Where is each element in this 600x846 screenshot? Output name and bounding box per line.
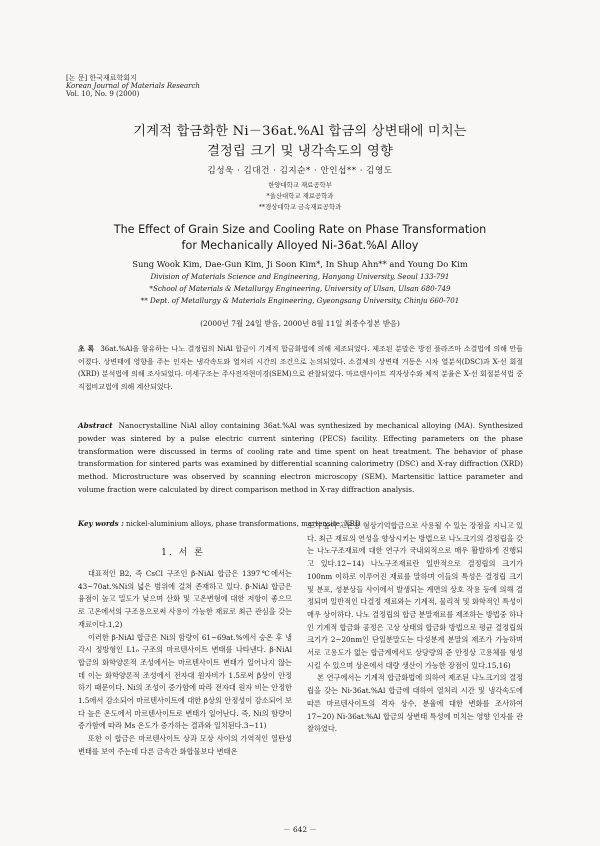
body-paragraph: 대표적인 B2, 즉 CsCl 구조인 β-NiAl 합금은 1397℃에서는 43~70at.%Ni의 넓은 범위에 걸쳐 존재하고 있다. β-NiAl 합금은 융점이 높고 밀도가 낮으며 산화 및 고온변형에 대한 저항이 좋으므로 고온에서의 구조용으로써 사용이 가능한 재료로 최근 관심을 갖는 재료이다.1,2) — [78, 569, 292, 629]
journal-name: Korean Journal of Materials Research — [66, 82, 200, 91]
left-column — [78, 568, 292, 759]
korean-abstract-text: 36at.%Al을 함유하는 나노 결정립의 NiAl 합금이 기계적 합금화법에 의해 제조되었다. 제조된 분말은 방전 플라즈마 소결법에 의해 만들어졌다. 상변태에 영향을 주는 인자는 냉각속도와 열처리 시간의 조건으로 논의되었다. 소결체의 상변태 거동은 시차 열분석(DSC)과 X-선 회절(XRD) 분석법에 의해 조사되었다. 미세구조는 주사전자현미경(SEM)으로 관찰되었다. 마르텐사이트 격자상수와 체적 분율은 X-선 회절분석법 중 직접비교법에 의해 계산되었다. — [78, 345, 523, 391]
korean-affiliation: **경상대학교 금속재료공학과 — [258, 203, 342, 211]
body-paragraph: 본 연구에서는 기계적 합금화법에 의하여 제조된 나노크기의 결정립을 갖는 Ni-36at.%Al 합금에 대하여 열처리 시간 및 냉각속도에 따른 마르텐사이트의 격자 상수, 분율에 대한 변화를 조사하여17~20) Ni-36at.%Al 합금의 상변태 특성에 미치는 영향 인자를 관찰하였다. — [307, 673, 523, 734]
english-authors: Sung Wook Kim, Dae-Gun Kim, Ji Soon Kim*, In Shup Ahn** and Young Do Kim — [132, 259, 468, 269]
right-column — [307, 520, 523, 736]
english-title-line-2: for Mechanically Alloyed Ni-36at.%Al Alloy — [181, 239, 419, 252]
page-number: － 642 － — [283, 825, 317, 834]
english-abstract-text: Nanocrystalline NiAl alloy containing 36at.%Al was synthesized by mechanical alloying (MA). Synthesized powder was sintered by a pulse electric current sintering (PECS) facility. Effecting parameters on the phase transformation were discussed in terms of cooling rate and time spent on heat treatment. The behavior of phase transformation for sintered parts was examined by differential scanning calorimetry (DSC) and X-ray diffraction (XRD) method. Microstructure was observed by scanning electron microscopy (SEM). Martensitic lattice parameter and volume fraction were calculated by direct comparison method in X-ray diffraction analysis. — [78, 421, 523, 494]
korean-abstract-label: 초 록 — [78, 344, 95, 353]
journal-header — [66, 74, 200, 99]
body-paragraph: 도가 높아 고온용 형상기억합금으로 사용될 수 있는 장점을 지니고 있다. 최근 재료의 연성을 향상시키는 방법으로 나노크기의 결정립을 갖는 나노구조재료에 대한 연구가 국내외적으로 매우 활발하게 진행되고 있다.12~14) 나노구조재료란 일반적으로 결정립의 크기가 100nm 이하로 이루어진 재료를 말하며 이들의 특성은 결정립 크기 및 분포, 성분상들 사이에서 발생되는 계면의 상호 작용 등에 의해 결정되며 일반적인 다결정 재료와는 기계적, 물리적 및 화학적인 특성이 매우 상이하다. 나노 결정립의 합금 분말재료를 제조하는 방법중 하나인 기계적 합금화 공정은 고상 상태의 합금화 방법으로 평균 결정립의 크기가 2~20nm인 단일분말도는 다성분계 분말의 제조가 가능하며 서로 고용도가 없는 합금계에서도 상당량의 준 안정상 고용체를 형성시킬 수 있으며 상온에서 대량 생산이 가능한 장점이 있다.15,16) — [307, 521, 523, 670]
journal-section: [논 문] 한국재료학회지 — [66, 74, 137, 82]
keywords-label: Key words : — [78, 519, 124, 528]
english-affiliation: Division of Materials Science and Engineering, Hanyang University, Seoul 133-791 — [150, 272, 450, 281]
korean-title-line-2: 결정립 크기 및 냉각속도의 영향 — [207, 144, 393, 159]
section-heading-introduction: 1. 서 론 — [161, 548, 205, 558]
english-abstract — [78, 420, 523, 497]
english-affiliation: ** Dept. of Metallurgy & Materials Engineering, Gyeongsang University, Chinju 660-701 — [140, 296, 460, 305]
body-paragraph: 이러한 β-NiAl 합금은 Ni의 함량이 61~69at.%에서 승온 후 냉각시 정방형인 L1₀ 구조의 마르텐사이트 변태를 나타낸다. β-NiAl 합금의 화학양론적 조성에서는 마르텐사이트 변태가 일어나지 않는데 이는 화학양론적 조성에서 전자대 원자비가 1.5로써 β상이 안정하기 때문이다. Ni의 조성이 증가함에 따라 전자대 원자 비는 안정한 1.5에서 감소되어 마르텐사이트에 대한 β상의 안정성이 감소되어 보다 높은 온도에서 마르텐사이트로 변태가 일어난다. 즉, Ni의 함량이 증가함에 따라 Ms 온도가 증가하는 결과와 일치된다.3~11) — [78, 632, 292, 731]
journal-volume: Vol. 10, No. 9 (2000) — [66, 90, 140, 99]
korean-affiliation: 한양대학교 재료공학부 — [268, 181, 332, 189]
body-paragraph: 또한 이 합금은 마르텐사이트 상과 모상 사이의 가역적인 열탄성 변태를 보여 주는데 다른 금속간 화합물보다 변태온 — [78, 734, 292, 756]
english-affiliation: *School of Materials & Metallurgy Engineering, University of Ulsan, Ulsan 680-749 — [149, 284, 451, 293]
korean-abstract — [78, 343, 523, 393]
korean-authors: 김성욱 · 김대건 · 김지순* · 안인섭** · 김영도 — [207, 166, 393, 176]
english-title-line-1: The Effect of Grain Size and Cooling Rate on Phase Transformation — [113, 223, 487, 236]
received-dates: (2000년 7월 24일 받음, 2000년 8월 11일 최종수정본 받음) — [200, 319, 400, 328]
english-abstract-label: Abstract — [78, 421, 113, 430]
keywords-text: nickel-aluminium alloys, phase transformations, martensite, XRD — [126, 519, 361, 528]
korean-title-line-1: 기계적 합금화한 Ni－36at.%Al 합금의 상변태에 미치는 — [133, 124, 467, 139]
korean-affiliation: *울산대학교 재료공학과 — [266, 192, 334, 200]
